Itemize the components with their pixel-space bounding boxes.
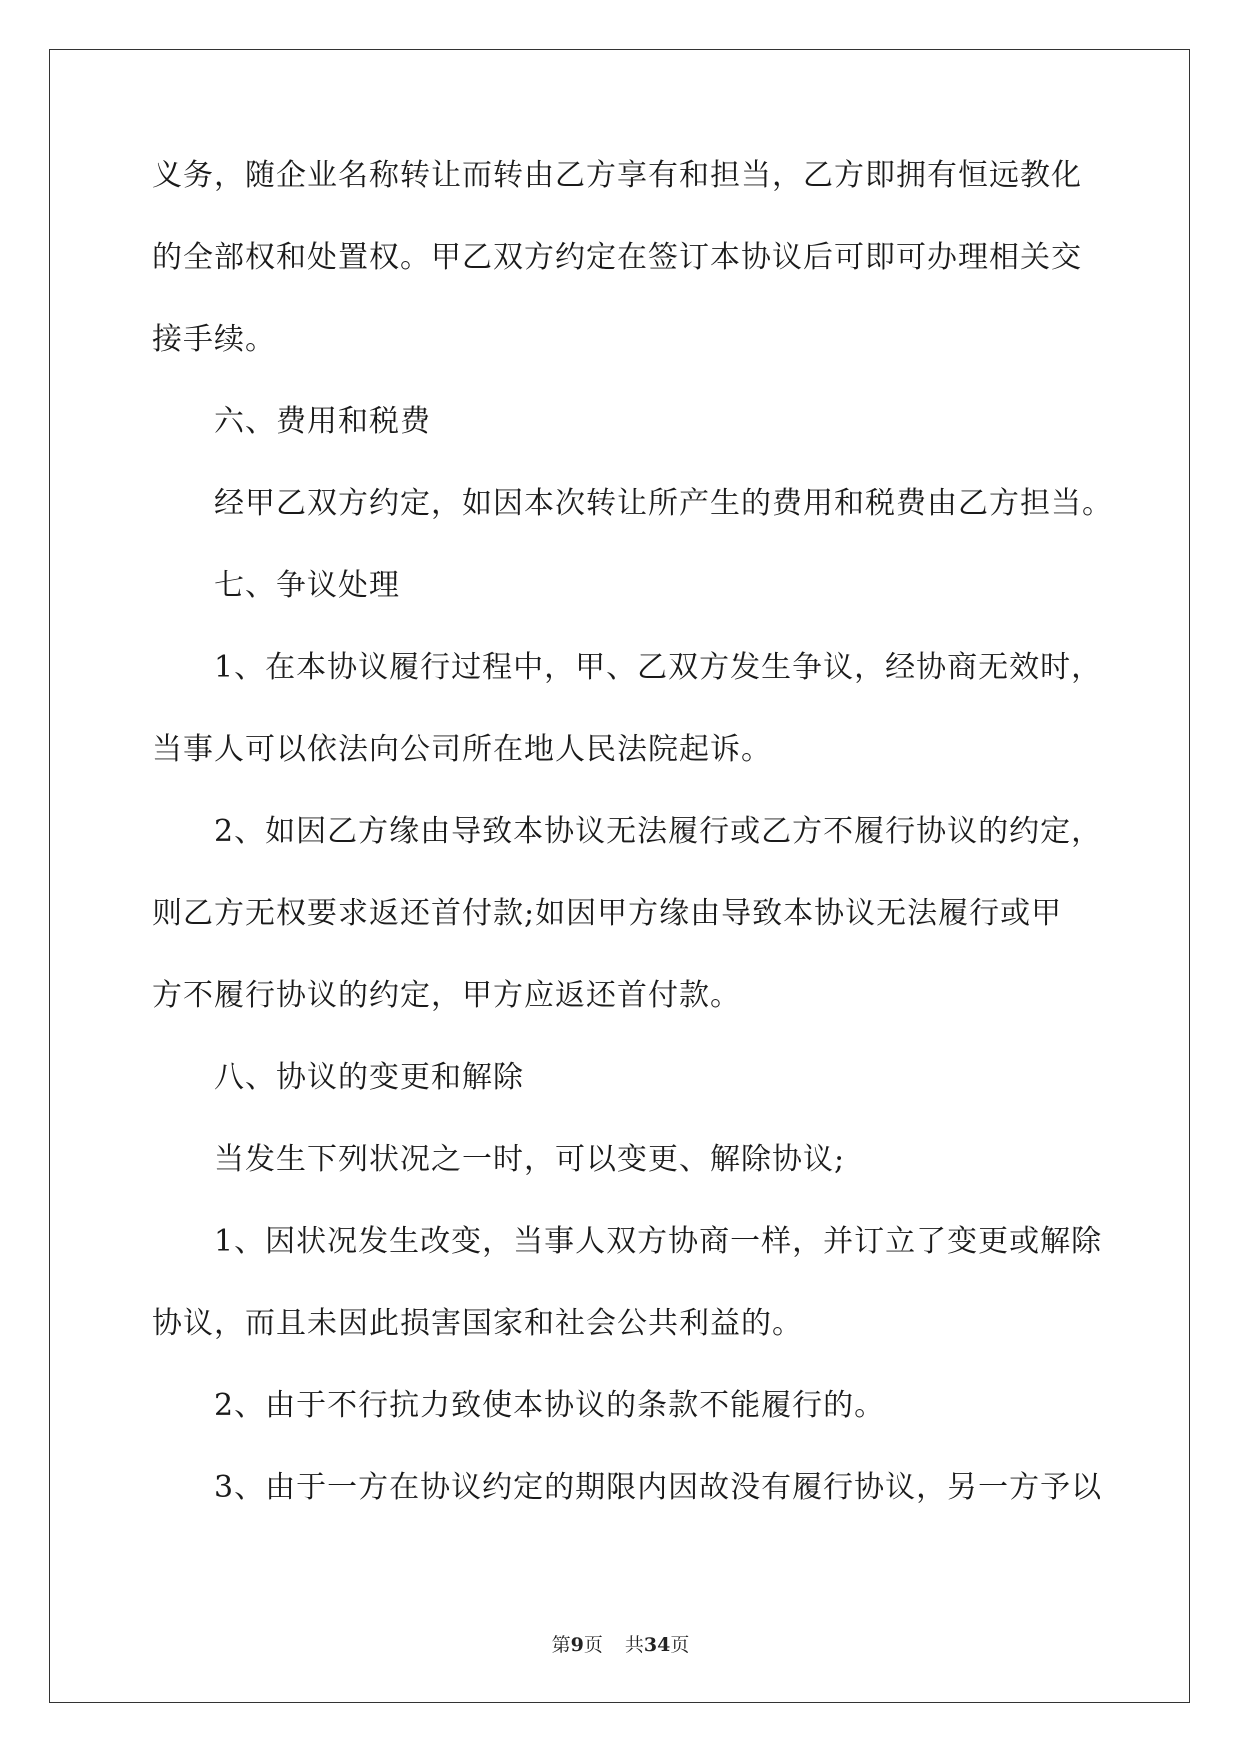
text-line: 当发生下列状况之一时，可以变更、解除协议; bbox=[214, 1142, 846, 1177]
text-line: 义务，随企业名称转让而转由乙方享有和担当，乙方即拥有恒远教化 bbox=[152, 158, 1082, 193]
section-heading-fees: 六、费用和税费 bbox=[214, 404, 431, 439]
page-prefix: 第 bbox=[551, 1634, 571, 1656]
text-line: 当事人可以依法向公司所在地人民法院起诉。 bbox=[152, 732, 772, 767]
page-footer bbox=[0, 1633, 1241, 1657]
total-pages: 34 bbox=[643, 1634, 671, 1656]
text-line: 3、由于一方在协议约定的期限内因故没有履行协议，另一方予以 bbox=[214, 1470, 1103, 1505]
section-heading-amendment: 八、协议的变更和解除 bbox=[214, 1060, 524, 1095]
text-line: 经甲乙双方约定，如因本次转让所产生的费用和税费由乙方担当。 bbox=[214, 486, 1113, 521]
total-suffix: 页 bbox=[670, 1634, 690, 1656]
page-suffix: 页 bbox=[583, 1634, 603, 1656]
document-body bbox=[152, 158, 1113, 1552]
page-number: 9 bbox=[570, 1634, 584, 1656]
text-line: 2、由于不行抗力致使本协议的条款不能履行的。 bbox=[214, 1388, 886, 1423]
text-line: 方不履行协议的约定，甲方应返还首付款。 bbox=[152, 978, 741, 1013]
total-prefix: 共 bbox=[624, 1634, 644, 1656]
text-line: 接手续。 bbox=[152, 322, 276, 357]
section-heading-disputes: 七、争议处理 bbox=[214, 568, 400, 603]
text-line: 1、因状况发生改变，当事人双方协商一样，并订立了变更或解除 bbox=[214, 1224, 1103, 1259]
text-line: 的全部权和处置权。甲乙双方约定在签订本协议后可即可办理相关交 bbox=[152, 240, 1082, 275]
text-line: 则乙方无权要求返还首付款;如因甲方缘由导致本协议无法履行或甲 bbox=[152, 896, 1063, 931]
text-line: 协议，而且未因此损害国家和社会公共利益的。 bbox=[152, 1306, 803, 1341]
text-line: 1、在本协议履行过程中，甲、乙双方发生争议，经协商无效时， bbox=[214, 650, 1103, 685]
text-line: 2、如因乙方缘由导致本协议无法履行或乙方不履行协议的约定， bbox=[214, 814, 1103, 849]
